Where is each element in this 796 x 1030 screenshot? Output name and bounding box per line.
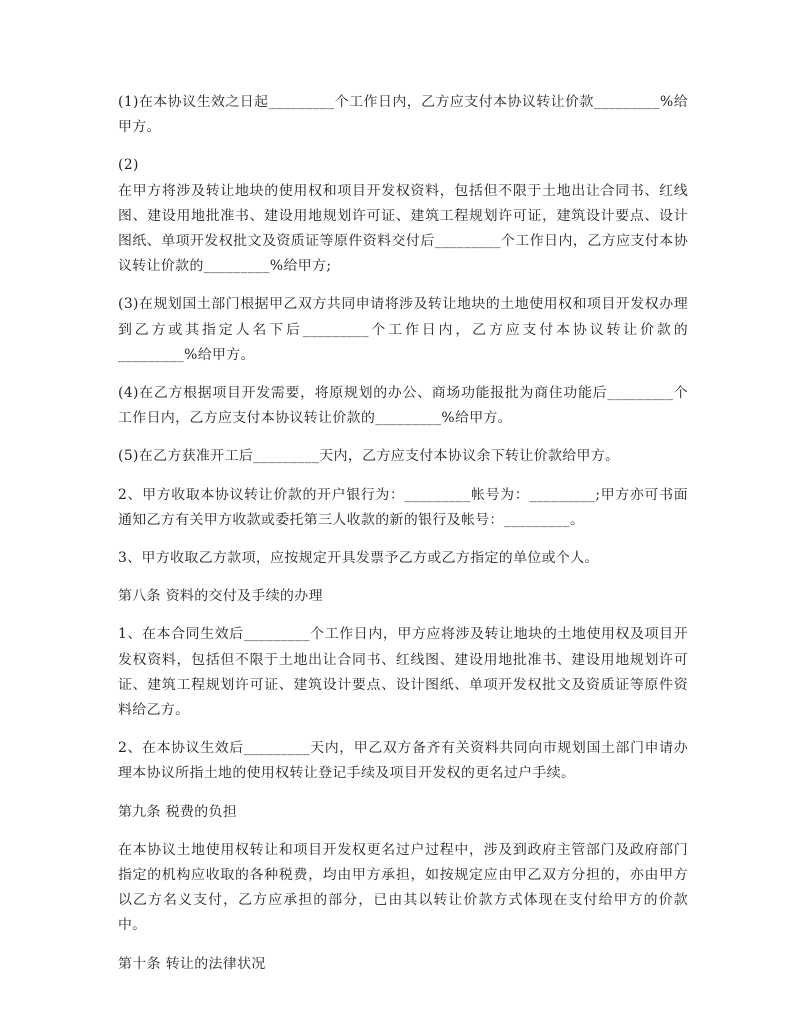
clause-payment-5: (5)在乙方获准开工后_________天内，乙方应支付本协议余下转让价款给甲方。 — [118, 448, 620, 465]
article-10-heading: 第十条 转让的法律状况 — [118, 955, 266, 972]
clause-payment-2: (2) 在甲方将涉及转让地块的使用权和项目开发权资料，包括但不限于土地出让合同书、红线图、建设用地批准书、建设用地规划许可证、建筑工程规划许可证，建筑设计要点、设计图纸、单项开发权批文及资质证等原件资料交付后_________个工作日内，乙方应支付本协议转让价款的_________%给甲方; — [118, 157, 688, 275]
article-8-item-2: 2、在本协议生效后_________天内，甲乙双方备齐有关资料共同向市规划国土部门申请办理本协议所指土地的使用权转让登记手续及项目开发权的更名过户手续。 — [118, 740, 688, 782]
document-body — [118, 90, 688, 990]
article-9-heading: 第九条 税费的负担 — [118, 803, 238, 820]
article-8-heading: 第八条 资料的交付及手续的办理 — [118, 588, 323, 605]
clause-payment-4: (4)在乙方根据项目开发需要，将原规划的办公、商场功能报批为商住功能后_________个工作日内，乙方应支付本协议转让价款的_________%给甲方。 — [118, 385, 688, 427]
article-9-body: 在本协议土地使用权转让和项目开发权更名过户过程中，涉及到政府主管部门及政府部门指定的机构应收取的各种税费，均由甲方承担，如按规定应由甲乙双方分担的，亦由甲方以乙方名义支付，乙方应承担的部分，已由其以转让价款方式体现在支付给甲方的价款中。 — [118, 841, 688, 934]
article-8-item-1: 1、在本合同生效后_________个工作日内，甲方应将涉及转让地块的土地使用权及项目开发权资料，包括但不限于土地出让合同书、红线图、建设用地批准书、建设用地规划许可证、建筑工程规划许可证、建筑设计要点、设计图纸、单项开发权批文及资质证等原件资料给乙方。 — [118, 626, 688, 719]
clause-payment-1: (1)在本协议生效之日起_________个工作日内，乙方应支付本协议转让价款_________%给甲方。 — [118, 94, 688, 136]
clause-payment-3: (3)在规划国土部门根据甲乙双方共同申请将涉及转让地块的土地使用权和项目开发权办理到乙方或其指定人名下后_________个工作日内，乙方应支付本协议转让价款的_________%给甲方。 — [118, 296, 688, 363]
bank-account-paragraph: 2、甲方收取本协议转让价款的开户银行为：_________帐号为：_________;甲方亦可书面通知乙方有关甲方收款或委托第三人收款的新的银行及帐号：_________。 — [118, 486, 688, 528]
invoice-paragraph: 3、甲方收取乙方款项，应按规定开具发票予乙方或乙方指定的单位或个人。 — [118, 550, 599, 567]
